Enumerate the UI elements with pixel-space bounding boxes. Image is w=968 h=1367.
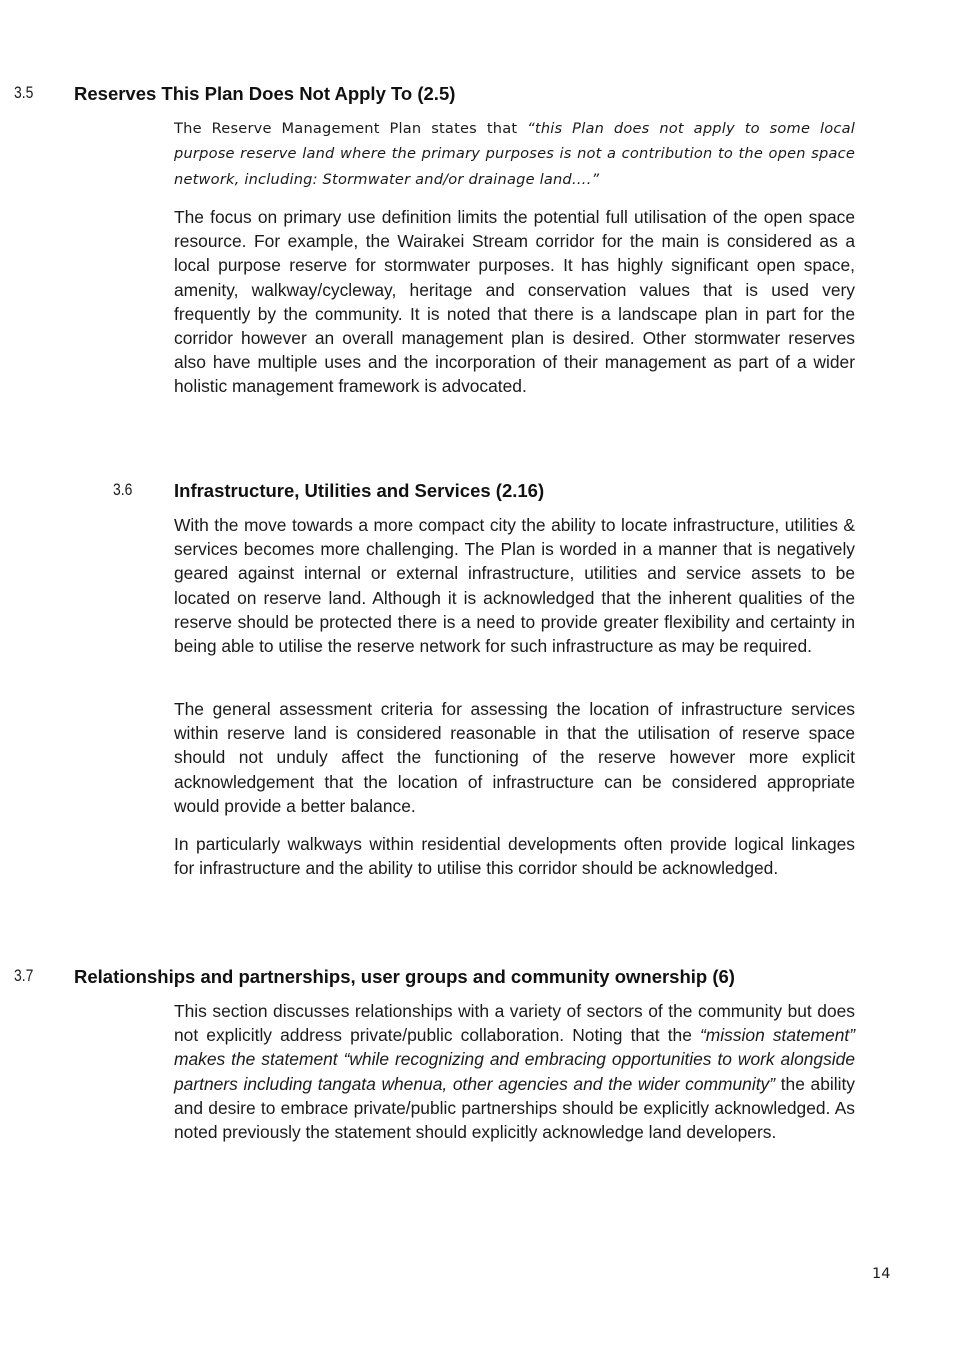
section-number: 3.7 [14,966,34,985]
section-heading: Reserves This Plan Does Not Apply To (2.5) [74,83,456,104]
page-number: 14 [872,1266,891,1282]
quoted-text: “mission statement” makes the statement “while recognizing and embracing opportunities to work alongside partners including tangata whenua, other agencies and the wider community” [174,1025,856,1094]
section-paragraph: With the move towards a more compact city the ability to locate infrastructure, utilities & services becomes more challenging. The Plan is worded in a manner that is negatively geared against internal or external infrastructure, utilities and service assets to be located on reserve land. Although it is acknowledged that the inherent qualities of the reserve should be protected there is a need to provide greater flexibility and certainty in being able to utilise the reserve network for such infrastructure as may be required. [174,515,855,657]
quoted-text: “this Plan does not apply to some local purpose reserve land where the primary purposes is not a contribution to the open space network, including: Stormwater and/or drainage land….” [174,120,855,188]
paragraph-text: This section discusses relationships with a variety of sectors of the community but does not explicitly address private/public collaboration. Noting that the [174,1001,855,1046]
section-paragraph: In particularly walkways within residential developments often provide logical linkages for infrastructure and the ability to utilise this corridor should be acknowledged. [174,834,855,879]
section-number: 3.5 [14,83,34,102]
section-paragraph [174,116,855,192]
section-paragraph: The general assessment criteria for assessing the location of infrastructure services within reserve land is considered reasonable in that the utilisation of reserve space should not unduly affect the functioning of the reserve however more explicit acknowledgement that the location of infrastructure can be considered appropriate would provide a better balance. [174,699,855,816]
section-heading: Infrastructure, Utilities and Services (2.16) [174,480,545,501]
section-number: 3.6 [113,480,133,499]
paragraph-text: the ability and desire to embrace private/public partnerships should be explicitly acknowledged. As noted previously the statement should explicitly acknowledge land developers. [174,1073,855,1143]
section-heading: Relationships and partnerships, user groups and community ownership (6) [74,966,735,987]
paragraph-text: The Reserve Management Plan states that [174,120,528,137]
section-paragraph [174,999,855,1144]
section-paragraph: The focus on primary use definition limits the potential full utilisation of the open space resource. For example, the Wairakei Stream corridor for the main is considered as a local purpose reserve for stormwater purposes. It has highly significant open space, amenity, walkway/cycleway, heritage and conservation values that is used very frequently by the community. It is noted that there is a landscape plan in part for the corridor however an overall management plan is desired. Other stormwater reserves also have multiple uses and the incorporation of their management as part of a wider holistic management framework is advocated. [174,207,855,397]
